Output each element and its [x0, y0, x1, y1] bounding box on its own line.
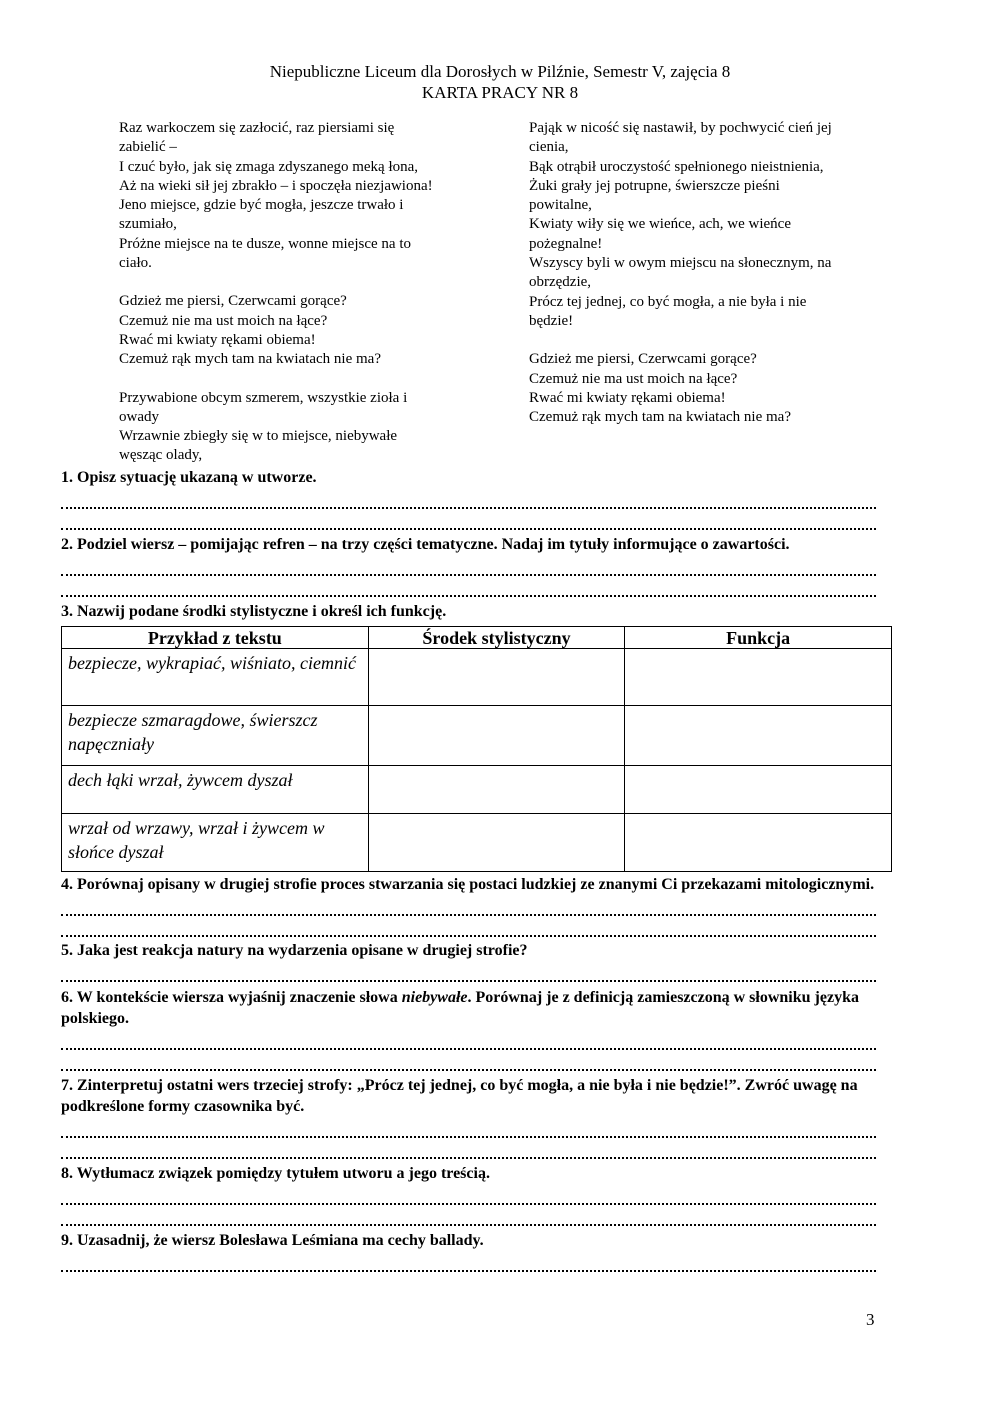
table-row [62, 706, 892, 766]
poem-line: Jeno miejsce, gdzie być mogła, jeszcze trwało i [119, 197, 404, 214]
question-8: 8. Wytłumacz związek pomiędzy tytułem utworu a jego treścią. [61, 1165, 490, 1182]
poem-stanza [529, 350, 879, 427]
stylistic-devices-table [61, 626, 892, 872]
device-cell[interactable] [368, 766, 625, 814]
device-cell[interactable] [368, 706, 625, 766]
answer-line[interactable] [61, 916, 876, 937]
poem-line: Czemuż rąk mych tam na kwiatach nie ma? [529, 409, 791, 426]
poem-stanza [119, 119, 464, 273]
example-cell: bezpiecze, wykrapiać, wiśniato, ciemnić [62, 649, 369, 706]
question-6-keyword: niebywałe [401, 989, 468, 1006]
school-title: Niepubliczne Liceum dla Dorosłych w Pilźnie, Semestr V, zajęcia 8 [269, 62, 731, 81]
device-cell[interactable] [368, 649, 625, 706]
example-cell: dech łąki wrzał, żywcem dyszał [62, 766, 369, 814]
example-cell: bezpiecze szmaragdowe, świerszcz napęczniały [62, 706, 369, 766]
poem-line: Próżne miejsce na te dusze, wonne miejsce na to [119, 235, 411, 252]
poem-line: Prócz tej jednej, co być mogła, a nie była i nie [529, 293, 807, 310]
poem-column-right [529, 119, 879, 446]
poem-line: ciało. [119, 255, 152, 272]
function-cell[interactable] [625, 814, 892, 872]
worksheet-title: KARTA PRACY NR 8 [421, 83, 579, 102]
poem-line: Gdzież me piersi, Czerwcami gorące? [529, 351, 757, 368]
answer-line[interactable] [61, 895, 876, 916]
poem-line: zabielić – [119, 139, 177, 156]
answer-line[interactable] [61, 1205, 876, 1226]
function-cell[interactable] [625, 706, 892, 766]
question-3: 3. Nazwij podane środki stylistyczne i określ ich funkcję. [61, 603, 447, 620]
table-row [62, 649, 892, 706]
poem-line: I czuć było, jak się zmaga zdyszanego meką łona, [119, 158, 419, 175]
poem-column-left [119, 119, 464, 485]
poem-stanza [529, 119, 879, 331]
question-9: 9. Uzasadnij, że wiersz Bolesława Leśmiana ma cechy ballady. [61, 1232, 484, 1249]
answer-line[interactable] [61, 1117, 876, 1138]
poem-line: węsząc olady, [119, 447, 203, 464]
table-row [62, 814, 892, 872]
poem-line: Wszyscy byli w owym miejscu na słonecznym, na [529, 255, 832, 272]
poem-line: owady [119, 408, 159, 425]
poem-line: Raz warkoczem się zazłocić, raz piersiami się [119, 120, 395, 136]
answer-line[interactable] [61, 961, 876, 982]
device-cell[interactable] [368, 814, 625, 872]
page-number: 3 [866, 1310, 875, 1329]
answer-line[interactable] [61, 555, 876, 576]
poem-line: cienia, [529, 139, 569, 156]
poem-line: Kwiaty wiły się we wieńce, ach, we wieńce [529, 216, 791, 233]
answer-line[interactable] [61, 1184, 876, 1205]
question-4: 4. Porównaj opisany w drugiej strofie proces stwarzania się postaci ludzkiej ze znanymi Ci przekazami mitologicznymi. [61, 876, 875, 893]
poem-line: obrzędzie, [529, 274, 592, 291]
poem-line: Bąk otrąbił uroczystość spełnionego nieistnienia, [529, 158, 824, 175]
poem-line: Gdzież me piersi, Czerwcami gorące? [119, 293, 347, 310]
function-cell[interactable] [625, 649, 892, 706]
poem-line: Aż na wieki sił jej zbrakło – i spoczęła niezjawiona! [119, 177, 433, 194]
poem-line: Rwać mi kwiaty rękami obiema! [529, 389, 726, 406]
poem-line: powitalne, [529, 197, 592, 214]
poem-stanza [119, 292, 464, 369]
function-cell[interactable] [625, 766, 892, 814]
poem-line: Czemuż rąk mych tam na kwiatach nie ma? [119, 351, 381, 368]
question-6-text-b: . Porównaj je z definicją zamieszczoną w słowniku języka polskiego. [61, 989, 859, 1027]
poem-line: Rwać mi kwiaty rękami obiema! [119, 331, 316, 348]
table-row [62, 766, 892, 814]
poem-line: pożegnalne! [529, 235, 603, 252]
question-7: 7. Zinterpretuj ostatni wers trzeciej strofy: „Prócz tej jednej, co być mogła, a nie była i nie będzie!”. Zwróć uwagę na podkreślone formy czasownika być. [61, 1077, 858, 1115]
question-6 [61, 987, 876, 1029]
header-example: Przykład z tekstu [62, 627, 369, 649]
questions-section [61, 467, 876, 1272]
poem-stanza [119, 389, 464, 466]
question-1: 1. Opisz sytuację ukazaną w utworze. [61, 469, 317, 486]
answer-line[interactable] [61, 1050, 876, 1071]
example-cell: wrzał od wrzawy, wrzał i żywcem w słońce dyszał [62, 814, 369, 872]
answer-line[interactable] [61, 576, 876, 597]
question-5: 5. Jaka jest reakcja natury na wydarzenia opisane w drugiej strofie? [61, 942, 528, 959]
poem-line: Pająk w nicość się nastawił, by pochwycić cień jej [529, 120, 832, 136]
poem-line: będzie! [529, 312, 574, 329]
answer-line[interactable] [61, 488, 876, 509]
poem-line: Przywabione obcym szmerem, wszystkie zioła i [119, 389, 408, 406]
answer-line[interactable] [61, 1029, 876, 1050]
poem-line: Żuki grały jej potrupne, świerszcze pieśni [529, 177, 780, 194]
poem-line: Wrzawnie zbiegły się w to miejsce, niebywałe [119, 428, 398, 445]
poem-line: Czemuż nie ma ust moich na łące? [119, 312, 328, 329]
question-6-text-a: 6. W kontekście wiersza wyjaśnij znaczenie słowa [61, 989, 402, 1006]
answer-line[interactable] [61, 1138, 876, 1159]
page-header [0, 61, 1000, 103]
poem-line: szumiało, [119, 216, 177, 233]
header-function: Funkcja [625, 627, 892, 649]
answer-line[interactable] [61, 1251, 876, 1272]
question-2: 2. Podziel wiersz – pomijając refren – na trzy części tematyczne. Nadaj im tytuły informujące o zawartości. [61, 536, 790, 553]
poem-line: Czemuż nie ma ust moich na łące? [529, 370, 738, 387]
answer-line[interactable] [61, 509, 876, 530]
header-device: Środek stylistyczny [368, 627, 625, 649]
